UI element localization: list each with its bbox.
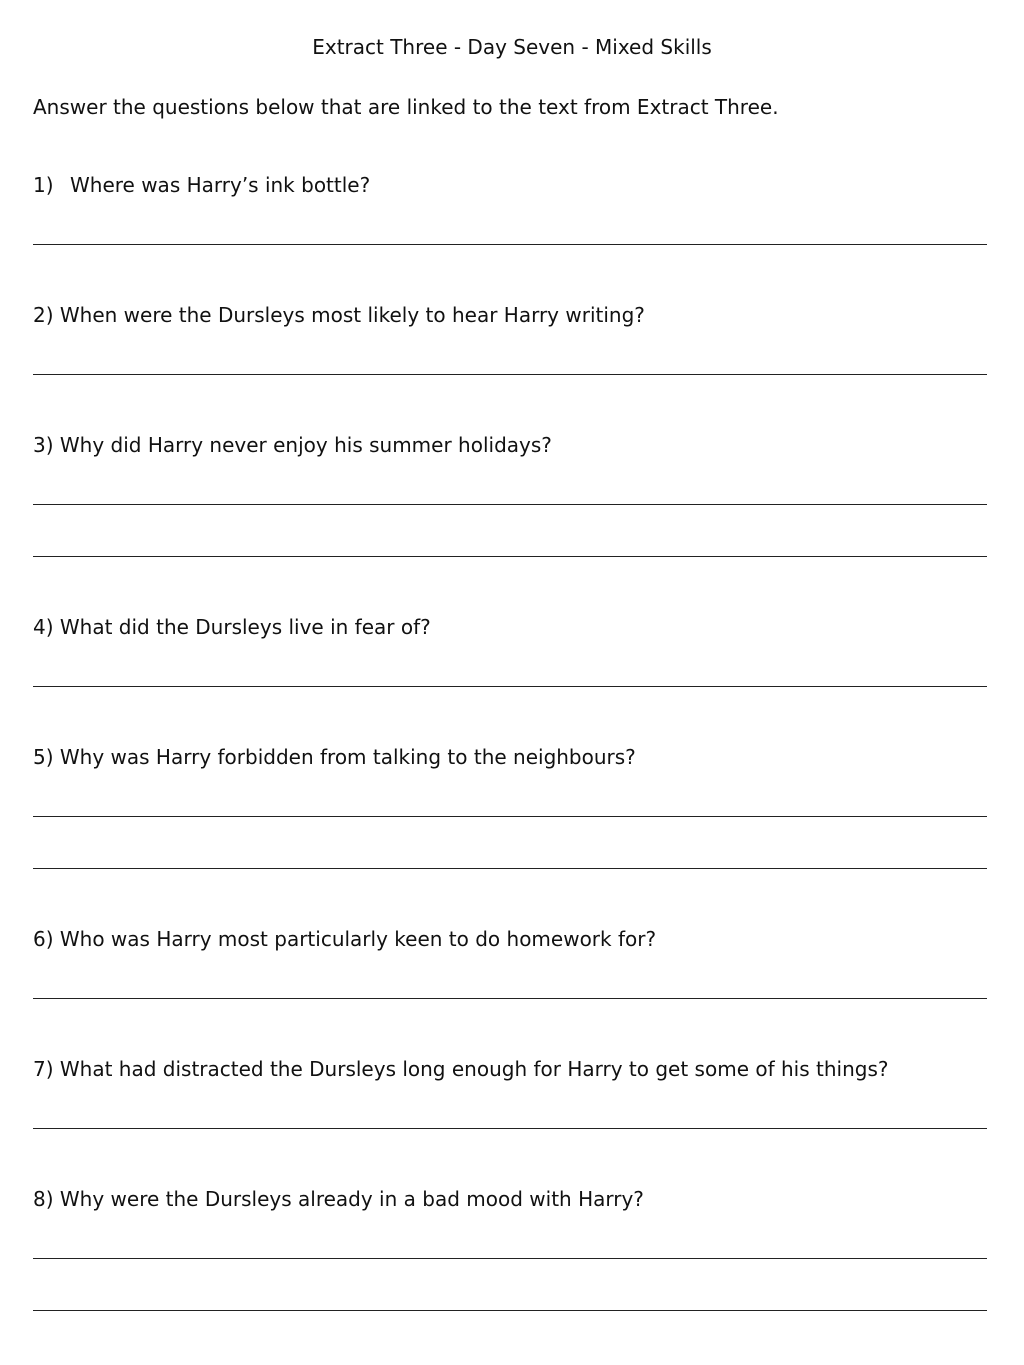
answer-line-4[interactable] — [33, 686, 987, 687]
answer-line-5a[interactable] — [33, 816, 987, 817]
page-title: Extract Three - Day Seven - Mixed Skills — [312, 35, 712, 59]
question-text: When were the Dursleys most likely to hear Harry writing? — [59, 303, 645, 327]
answer-line-8a[interactable] — [33, 1258, 987, 1259]
question-8 — [33, 1186, 644, 1212]
question-3 — [33, 432, 552, 458]
answer-line-6[interactable] — [33, 998, 987, 999]
question-number: 7) — [33, 1057, 54, 1081]
question-text: Why were the Dursleys already in a bad mood with Harry? — [59, 1187, 644, 1211]
question-number: 1) — [33, 173, 54, 197]
question-5 — [33, 744, 636, 770]
question-1 — [33, 172, 370, 198]
question-text: What had distracted the Dursleys long enough for Harry to get some of his things? — [59, 1057, 889, 1081]
question-4 — [33, 614, 431, 640]
answer-line-3a[interactable] — [33, 504, 987, 505]
question-text: What did the Dursleys live in fear of? — [59, 615, 431, 639]
question-number: 8) — [33, 1187, 54, 1211]
question-number: 4) — [33, 615, 54, 639]
question-6 — [33, 926, 656, 952]
question-number: 2) — [33, 303, 54, 327]
answer-line-1[interactable] — [33, 244, 987, 245]
question-text: Who was Harry most particularly keen to do homework for? — [59, 927, 657, 951]
instructions: Answer the questions below that are linked to the text from Extract Three. — [33, 95, 779, 119]
question-number: 3) — [33, 433, 54, 457]
question-7 — [33, 1056, 888, 1082]
question-text: Why did Harry never enjoy his summer holidays? — [59, 433, 552, 457]
question-2 — [33, 302, 645, 328]
answer-line-5b[interactable] — [33, 868, 987, 869]
answer-line-8b[interactable] — [33, 1310, 987, 1311]
question-number: 6) — [33, 927, 54, 951]
answer-line-2[interactable] — [33, 374, 987, 375]
question-text: Where was Harry’s ink bottle? — [70, 173, 371, 197]
answer-line-7[interactable] — [33, 1128, 987, 1129]
question-text: Why was Harry forbidden from talking to the neighbours? — [59, 745, 636, 769]
question-number: 5) — [33, 745, 54, 769]
answer-line-3b[interactable] — [33, 556, 987, 557]
